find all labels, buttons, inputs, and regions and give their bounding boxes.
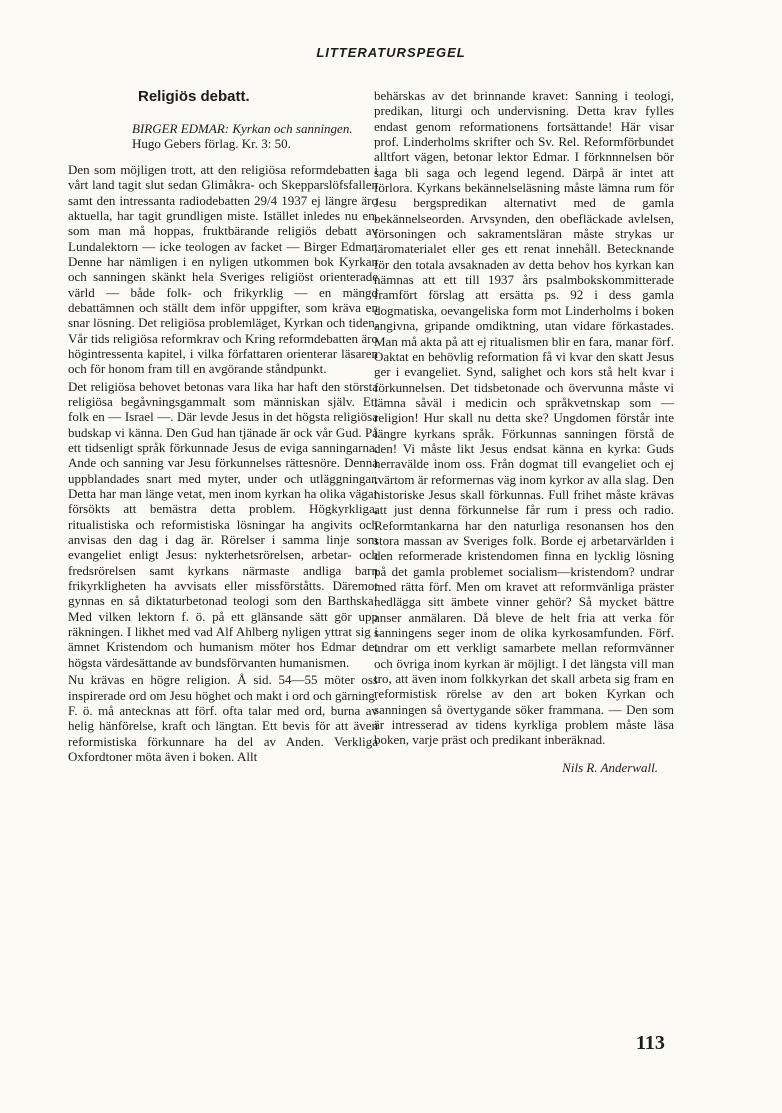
right-column	[374, 88, 674, 776]
page-number: 113	[636, 1032, 665, 1054]
paragraph-2: Det religiösa behovet betonas vara lika har haft den största religiösa begåvningsgammalt som människan själv. Ett folk en — Israel —. Där levde Jesus in det högsta religiösa budskap vi känna. Den Gud han tjänade är ock vår Gud. På ett tidsenligt språk förkunnade Jesus de eviga sanningarna. Ande och sanning var Jesu förkunnelses rättesnöre. Denna uppblandades snart med myter, under och utläggningar. Detta har man länge vetat, men inom kyrkan ha olika vägar försökts att bemästra detta problem. Högkyrkliga, ritualistiska och reformistiska lösningar ha angivits och anvisas den dag i dag är. Rörelser i samma linje som evangeliet enligt Jesus: nykterhetsrörelsen, arbetar- och fredsrörelsen samt kyrkans närmaste andliga barn frikyrkligheten ha avvisats eller missförståtts. Däremot gynnas en så diktaturbetonad teologi som den Barthska! Med vilken lektorn f. ö. på ett glänsande sätt gör upp räkningen. I likhet med vad Alf Ahlberg nyligen yttrat sig i ämnet Kristendom och humanism möter hos Edmar det högsta värdesättande av bundsförvanten humanismen.	[68, 378, 378, 670]
book-author-title: BIRGER EDMAR: Kyrkan och sanningen.	[132, 121, 353, 136]
signature: Nils R. Anderwall.	[562, 759, 658, 775]
book-publisher: Hugo Gebers förlag. Kr. 3: 50.	[132, 136, 291, 152]
paragraph-4: behärskas av det brinnande kravet: Sanning i teologi, predikan, liturgi och undervisning. Detta krav fylles endast genom reformationens fortsättande! Här visar prof. Linderholms skrifter och Sv. Rel. Reformförbundet alltfort vägen, betonar lektor Edmar. I förknnnelsen bör saga bli saga och legend legend. Därpå är intet att förlora. Kyrkans bekännelseläsning måste lämna rum för Jesu bergspredikan alternativt med de gamla bekännelseorden. Arvsynden, den obefläckade avlelsen, försoningen och sakramentsläran måste strykas ur läromaterialet eller ges ett renat innehåll. Betecknande för den totala avsaknaden av detta behov hos kyrkan kan nämnas att ett till 1937 års psalmbokskommitterade framfört förslag att ersätta ps. 92 i dess gamla dogmatiska, oevangeliska form mot Linderholms i boken angivna, gripande omdiktning, utan vidare förkastades. Man må akta på att ej ritualismen blir en fara, manar förf. Oaktat en behövlig reformation få vi kvar den skatt Jesus ger i evangeliet. Synd, salighet och kors stå helt kvar i förkunnelsen. Det tidsbetonade och övervunna måste vi lämna såväl i medicin och språkvetnskap som — religion! Hur skall nu detta ske? Ungdomen förstår inte längre kyrkans språk. Förkunnas sanningen förstå de den! Vi måste likt Jesus endsat känna en kyrka: Guds herravälde inom oss. Från dogmat till evangeliet och ej tvärtom är reformernas väg inom kyrkor av alla slag. Den historiske Jesus skall förkunnas. Full frihet måste krävas att just denna förkunnelse får rum i press och radio. Reformtankarna har den naturliga resonansen hos den stora massan av Sveriges folk. Borde ej arbetarvärlden i den reformerade kristendomen finna en lycklig lösning på det gamla problemet socialism—kristendom? undrar med rätta förf. Men om kravet att reformvänliga präster nedlägga sitt ämbete vinner gehör? Så mycket bättre anser anmälaren. Då bleve de helt fria att verka för sanningens seger inom de olika kyrkosamfunden. Förf. undrar om ett verkligt samarbete mellan reformvänner och övriga inom kyrkan är möjligt. I det längsta vill man tro, att även inom folkkyrkan det skall arbeta sig fram en reformistisk rörelse av den art boken Kyrkan och sanningen så övertygande söker frammana. — Den som är intresserad av tidens kyrkliga problem måste läsa boken, varje präst och predikant inberäknad.	[374, 88, 674, 748]
section-title: Religiös debatt.	[138, 88, 250, 105]
left-column	[68, 88, 378, 764]
running-head: LITTERATURSPEGEL	[316, 45, 466, 60]
book-reference	[132, 121, 378, 152]
paragraph-3: Nu krävas en högre religion. Å sid. 54—55 möter oss inspirerade ord om Jesu höghet och makt i ord och gärning. F. ö. må antecknas att förf. ofta talar med ord, burna av helig hänförelse, kraft och längtan. Ett bevis för att även reformistiska förkunnare ha del av Anden. Verkliga Oxfordtoner möta även i boken. Allt	[68, 672, 378, 764]
paragraph-1: Den som möjligen trott, att den religiösa reformdebatten i vårt land tagit slut sedan Glimåkra- och Skepparslöfsfallen samt den intressanta radiodebatten 29/4 1937 ej längre äro aktuella, har tagit grundligen miste. Istället inledes nu en, som man må hoppas, fruktbärande religiös debatt av Lundalektorn — icke teologen av facket — Birger Edmar. Denne har nämligen i en nyligen utkommen bok Kyrkan och sanningen skänkt hela Sveriges religiöst orienterade värld — både folk- och frikyrklig — en mängd debattämnen och ställt dem inför uppgifter, som kräva en snar lösning. Det religiösa problemläget, Kyrkan och tiden, Vår tids religiösa reformkrav och Kring reformdebatten äro högintressenta kapitel, i vilka författaren orienterar läsaren och för honom fram till en avgörande ståndpunkt.	[68, 161, 378, 377]
